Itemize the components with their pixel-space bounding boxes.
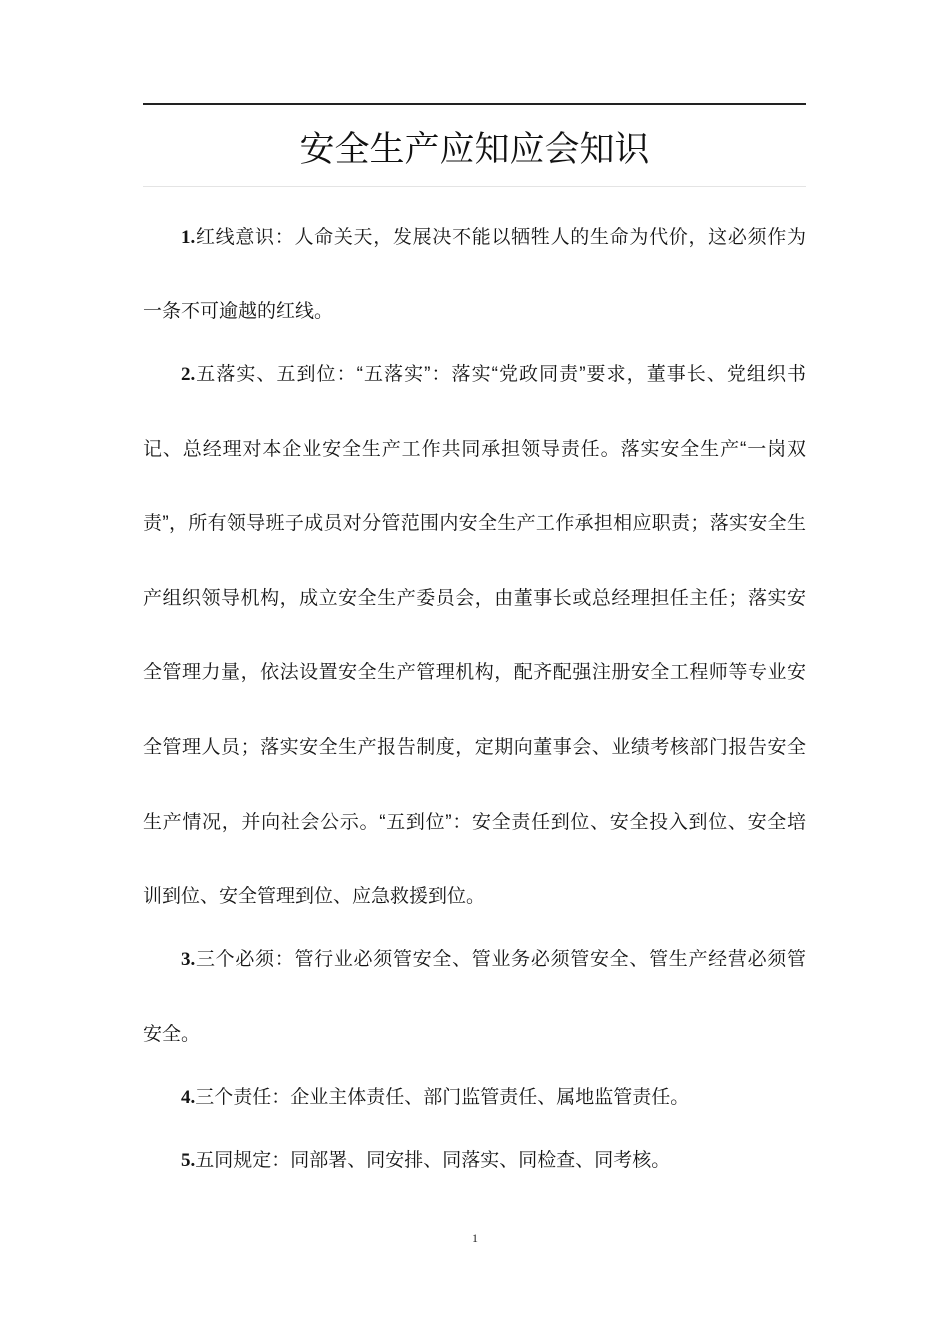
paragraph-2-line-8: 训到位、安全管理到位、应急救援到位。 [143,886,486,908]
paragraph-3-line-1 [143,923,806,998]
title-underline-rule [143,186,806,187]
paragraph-1-line-2: 一条不可逾越的红线。 [143,301,334,323]
paragraph-2-number: 2. [181,364,196,386]
paragraph-1 [143,201,806,350]
paragraph-3-number: 3. [181,949,196,971]
paragraph-2 [143,338,806,935]
paragraph-3 [143,923,806,1072]
paragraph-5 [143,1124,806,1199]
paragraph-3-text: 三个必须：管行业必须管安全、管业务必须管安全、管生产经营必须管 [195,949,806,971]
paragraph-5-number: 5. [181,1149,196,1171]
paragraph-4-number: 4. [181,1086,196,1108]
paragraph-2-line-2: 记、总经理对本企业安全生产工作共同承担领导责任。落实安全生产“一岗双 [143,438,806,460]
paragraph-1-number: 1. [181,226,196,248]
document-title: 安全生产应知应会知识 [299,130,650,169]
document-body [143,201,806,1199]
paragraph-4-text: 三个责任：企业主体责任、部门监管责任、属地监管责任。 [195,1086,690,1108]
paragraph-2-line-7: 生产情况，并向社会公示。“五到位”：安全责任到位、安全投入到位、安全培 [143,811,806,833]
paragraph-2-line-6: 全管理人员；落实安全生产报告制度，定期向董事会、业绩考核部门报告安全 [143,737,806,759]
paragraph-5-line-1 [143,1124,806,1199]
page-number: 1 [472,1231,478,1245]
paragraph-1-line-1 [143,201,806,276]
header-top-rule [143,103,806,105]
paragraph-2-line-4: 产组织领导机构，成立安全生产委员会，由董事长或总经理担任主任；落实安 [143,587,806,609]
paragraph-2-line-3: 责”，所有领导班子成员对分管范围内安全生产工作承担相应职责；落实安全生 [143,513,806,535]
paragraph-1-text: 红线意识：人命关天，发展决不能以牺牲人的生命为代价，这必须作为 [195,226,806,248]
paragraph-3-line-2: 安全。 [143,1023,201,1045]
paragraph-2-text: 五落实、五到位：“五落实”：落实“党政同责”要求，董事长、党组织书 [195,364,806,386]
paragraph-5-text: 五同规定：同部署、同安排、同落实、同检查、同考核。 [195,1149,671,1171]
paragraph-2-line-5: 全管理力量，依法设置安全生产管理机构，配齐配强注册安全工程师等专业安 [143,662,806,684]
paragraph-2-line-1 [143,338,806,413]
